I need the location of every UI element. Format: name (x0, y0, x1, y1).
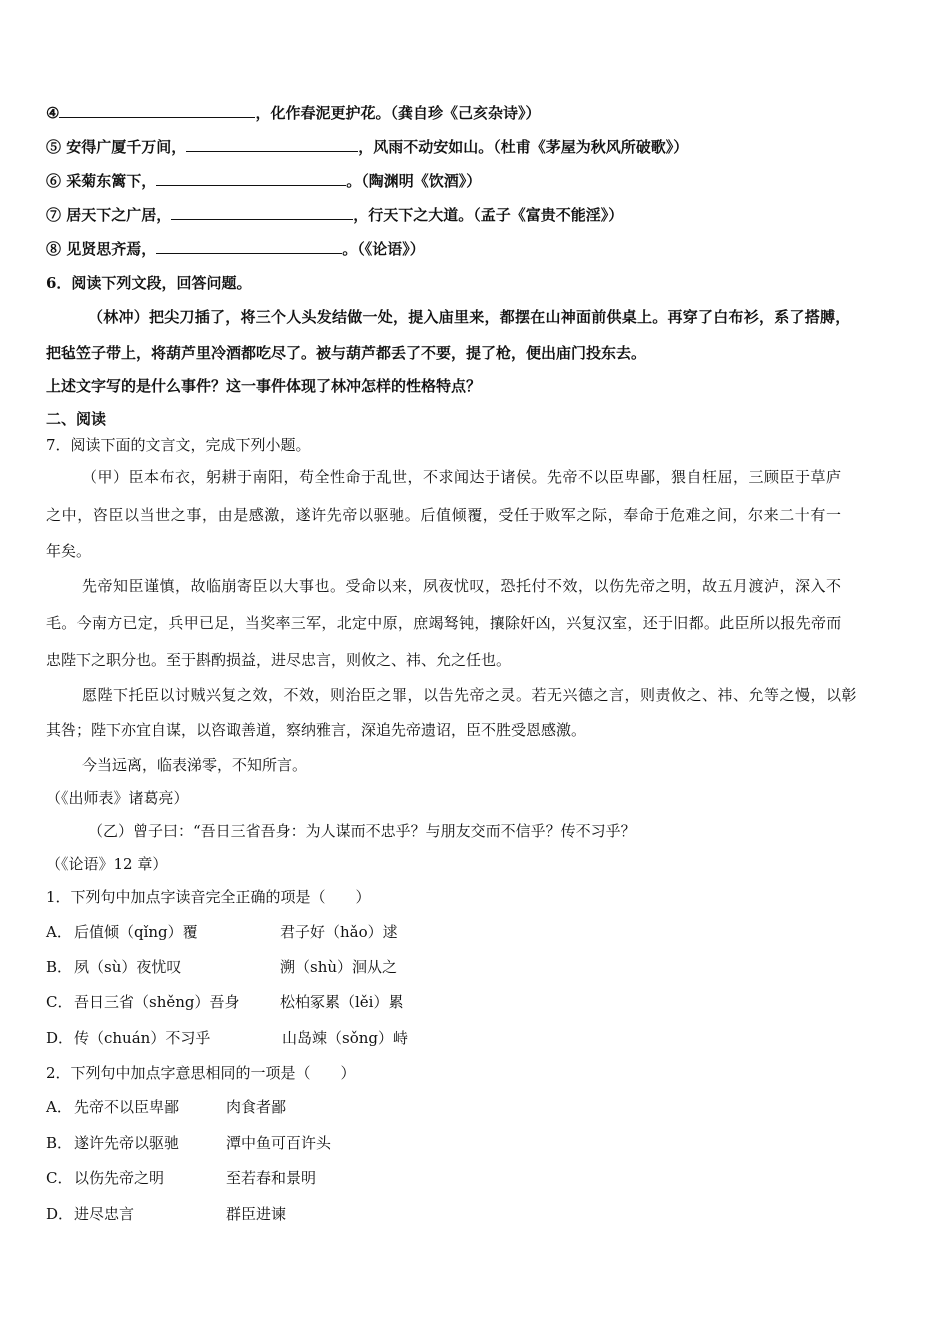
option-label: B． (46, 958, 73, 976)
passage-jia-line: 其咎；陛下亦宜自谋，以咨诹善道，察纳雅言，深追先帝遗诏，臣不胜受恩感激。 (46, 721, 587, 739)
option-choice: 后值倾（qǐng）覆 (74, 923, 198, 941)
fill-line-4 (46, 102, 540, 123)
passage-source: （《论语》12 章） (46, 855, 168, 873)
fill-line-7 (46, 204, 623, 225)
option-choice: 至若春和景明 (226, 1169, 317, 1187)
option-choice: 山岛竦（sǒng）峙 (282, 1029, 408, 1047)
option-choice: 传（chuán）不习乎 (74, 1029, 211, 1047)
q6-passage-line: （林冲）把尖刀插了，将三个人头发结做一处，提入庙里来，都摆在山神面前供桌上。再穿了白布衫，系了搭膊， (88, 308, 851, 326)
fill-line-prefix: ⑧ 见贤思齐焉， (46, 240, 157, 258)
question-6-title: 6．阅读下列文段，回答问题。 (46, 274, 252, 292)
option-choice: 肉食者鄙 (226, 1098, 287, 1116)
option-b[interactable] (46, 957, 397, 977)
option-label: B． (46, 1134, 73, 1152)
option-choice: 君子好（hǎo）逑 (280, 923, 398, 941)
passage-jia-line: 今当远离，临表涕零，不知所言。 (82, 756, 308, 774)
passage-jia-line: 先帝知臣谨慎，故临崩寄臣以大事也。受命以来，夙夜忧叹，恐托付不效，以伤先帝之明，故五月渡泸，深入不 (82, 577, 842, 595)
answer-blank[interactable] (59, 102, 255, 118)
answer-blank[interactable] (156, 238, 342, 254)
passage-jia-line: 之中，咨臣以当世之事，由是感激，遂许先帝以驱驰。后值倾覆，受任于败军之际，奉命于危难之间，尔来二十有一 (46, 506, 842, 524)
option-c[interactable] (46, 992, 403, 1012)
option-choice: 以伤先帝之明 (74, 1169, 165, 1187)
fill-line-text: ，风雨不动安如山。（杜甫《茅屋为秋风所破歌》） (358, 138, 689, 156)
option-d[interactable] (46, 1204, 286, 1224)
passage-jia-line: 忠陛下之职分也。至于斟酌损益，进尽忠言，则攸之、祎、允之任也。 (46, 651, 512, 669)
passage-jia-line: 愿陛下托臣以讨贼兴复之效，不效，则治臣之罪，以告先帝之灵。若无兴德之言，则责攸之、祎、允等之慢，以彰 (82, 686, 858, 704)
option-choice: 潭中鱼可百许头 (226, 1134, 332, 1152)
option-a[interactable] (46, 1097, 286, 1117)
option-b[interactable] (46, 1133, 331, 1153)
option-d[interactable] (46, 1028, 408, 1048)
option-label: D． (46, 1029, 74, 1047)
subquestion-2-title: 2．下列句中加点字意思相同的一项是（ ） (46, 1064, 356, 1082)
fill-line-6 (46, 170, 481, 191)
section-heading: 二、阅读 (46, 410, 107, 428)
option-c[interactable] (46, 1168, 316, 1188)
fill-line-prefix: ⑦ 居天下之广居， (46, 206, 172, 224)
option-choice: 吾日三省（shěng）吾身 (74, 993, 240, 1011)
passage-jia-line: 毛。今南方已定，兵甲已足，当奖率三军，北定中原，庶竭驽钝，攘除奸凶，兴复汉室，还于旧都。此臣所以报先帝而 (46, 614, 842, 632)
passage-source: （《出师表》诸葛亮） (46, 789, 189, 807)
question-7-title: 7．阅读下面的文言文，完成下列小题。 (46, 436, 311, 454)
answer-blank[interactable] (171, 204, 353, 220)
passage-jia-line: （甲）臣本布衣，躬耕于南阳，苟全性命于乱世，不求闻达于诸侯。先帝不以臣卑鄙，猥自枉屈，三顾臣于草庐 (82, 468, 842, 486)
answer-blank[interactable] (186, 136, 358, 152)
option-label: D． (46, 1205, 74, 1223)
option-label: A． (46, 923, 72, 941)
option-choice: 群臣进谏 (226, 1205, 287, 1223)
fill-line-8 (46, 238, 425, 259)
option-label: C． (46, 993, 73, 1011)
option-choice: 溯（shù）洄从之 (280, 958, 398, 976)
q6-passage-line: 把毡笠子带上，将葫芦里冷酒都吃尽了。被与葫芦都丢了不要，提了枪，便出庙门投东去。 (46, 344, 647, 362)
option-choice: 夙（sù）夜忧叹 (74, 958, 182, 976)
answer-blank[interactable] (156, 170, 346, 186)
fill-line-text: ，化作春泥更护花。（龚自珍《己亥杂诗》） (255, 104, 541, 122)
fill-line-prefix: ④ (46, 104, 60, 122)
fill-line-text: 。（陶渊明《饮酒》） (346, 172, 482, 190)
option-choice: 松柏冢累（lěi）累 (280, 993, 404, 1011)
subquestion-1-title: 1．下列句中加点字读音完全正确的项是（ ） (46, 888, 371, 906)
option-label: A． (46, 1098, 72, 1116)
option-choice: 遂许先帝以驱驰 (74, 1134, 180, 1152)
option-label: C． (46, 1169, 73, 1187)
option-choice: 先帝不以臣卑鄙 (74, 1098, 180, 1116)
question-6-prompt: 上述文字写的是什么事件？这一事件体现了林冲怎样的性格特点？ (46, 377, 482, 395)
option-a[interactable] (46, 922, 398, 942)
option-choice: 进尽忠言 (74, 1205, 135, 1223)
fill-line-text: ，行天下之大道。（孟子《富贵不能淫》） (353, 206, 624, 224)
passage-yi: （乙）曾子曰：“吾日三省吾身：为人谋而不忠乎？与朋友交而不信乎？传不习乎？ (88, 822, 636, 840)
fill-line-prefix: ⑤ 安得广厦千万间， (46, 138, 187, 156)
fill-line-prefix: ⑥ 采菊东篱下， (46, 172, 157, 190)
passage-jia-line: 年矣。 (46, 542, 92, 560)
fill-line-5 (46, 136, 688, 157)
fill-line-text: 。（《论语》） (342, 240, 425, 258)
